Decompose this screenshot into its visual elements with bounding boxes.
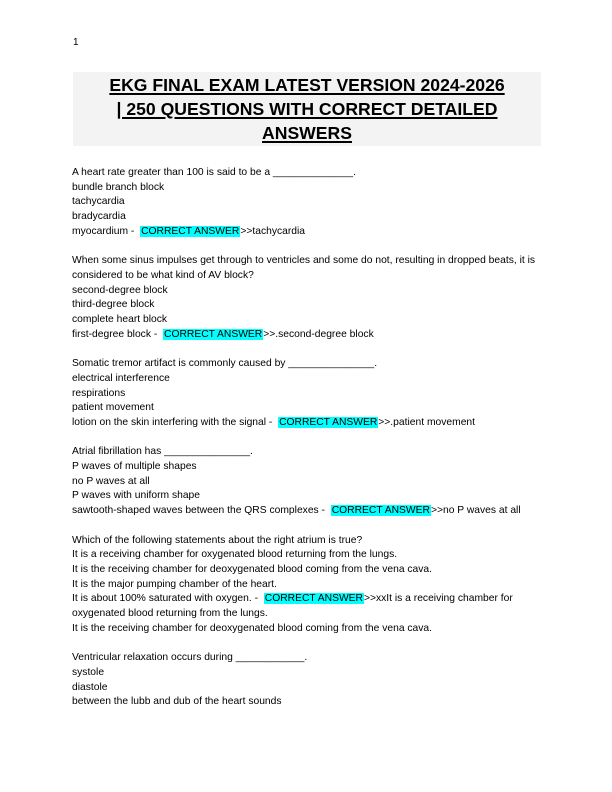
document-title [73, 72, 541, 146]
answer-option: myocardium - [72, 225, 135, 237]
answer-option: tachycardia [72, 196, 125, 208]
answer-option: sawtooth-shaped waves between the QRS complexes - [72, 505, 325, 517]
answer-option: It is a receiving chamber for oxygenated blood returning from the lungs. [72, 549, 398, 561]
answer-option: P waves with uniform shape [72, 490, 201, 502]
correct-answer-text: >>.second-degree block [263, 328, 374, 340]
answer-option: diastole [72, 681, 108, 693]
answer-line [72, 504, 542, 519]
answer-option: second-degree block [72, 284, 168, 296]
answer-option: between the lubb and dub of the heart sounds [72, 696, 282, 708]
title-line-3: ANSWERS [262, 123, 352, 143]
answer-option: It is about 100% saturated with oxygen. - [72, 593, 259, 605]
correct-answer-marker: CORRECT ANSWER [331, 505, 430, 517]
correct-answer-text: >>xxIt is a receiving chamber for oxygenated blood returning from the lungs. [72, 593, 513, 620]
question-3 [72, 357, 542, 431]
question-prompt: Which of the following statements about the right atrium is true? [72, 534, 363, 546]
answer-option: bradycardia [72, 211, 126, 223]
page-number: 1 [73, 37, 79, 48]
question-prompt: A heart rate greater than 100 is said to be a ______________. [72, 167, 356, 178]
correct-answer-text: >>.patient movement [378, 416, 476, 428]
answer-option: systole [72, 666, 105, 678]
answer-option: complete heart block [72, 314, 168, 326]
question-prompt: When some sinus impulses get through to ventricles and some do not, resulting in dropped beats, it is considered to be what kind of AV block? [72, 255, 536, 281]
answer-option: It is the receiving chamber for deoxygenated blood coming from the vena cava. [72, 563, 433, 575]
answer-option: patient movement [72, 402, 154, 414]
correct-answer-marker: CORRECT ANSWER [264, 593, 363, 605]
question-prompt: Ventricular relaxation occurs during ____________. [72, 652, 308, 664]
question-6 [72, 651, 542, 710]
answer-line [72, 416, 542, 431]
answer-option: electrical interference [72, 372, 170, 384]
question-prompt: Atrial fibrillation has _______________. [72, 446, 253, 458]
answer-option: lotion on the skin interfering with the signal - [72, 416, 273, 428]
title-line-1: EKG FINAL EXAM LATEST VERSION 2024-2026 [109, 75, 505, 95]
question-list [72, 166, 542, 725]
question-4 [72, 445, 542, 519]
answer-option: no P waves at all [72, 475, 150, 487]
answer-option: respirations [72, 387, 126, 399]
correct-answer-text: >>tachycardia [240, 225, 306, 237]
answer-line [72, 328, 542, 343]
answer-option: third-degree block [72, 299, 155, 311]
answer-option: P waves of multiple shapes [72, 461, 197, 473]
question-1 [72, 166, 542, 240]
correct-answer-marker: CORRECT ANSWER [279, 416, 378, 428]
correct-answer-marker: CORRECT ANSWER [141, 225, 240, 237]
question-2 [72, 254, 542, 342]
answer-option: It is the receiving chamber for deoxygenated blood coming from the vena cava. [72, 622, 433, 634]
question-5 [72, 534, 542, 637]
answer-line [72, 225, 542, 240]
correct-answer-marker: CORRECT ANSWER [164, 328, 263, 340]
answer-option: first-degree block - [72, 328, 158, 340]
answer-line [72, 592, 542, 621]
title-line-2: | 250 QUESTIONS WITH CORRECT DETAILED [116, 99, 498, 119]
correct-answer-text: >>no P waves at all [430, 505, 521, 517]
answer-option: It is the major pumping chamber of the heart. [72, 578, 277, 590]
answer-option: bundle branch block [72, 181, 165, 193]
question-prompt: Somatic tremor artifact is commonly caused by _______________. [72, 358, 378, 370]
